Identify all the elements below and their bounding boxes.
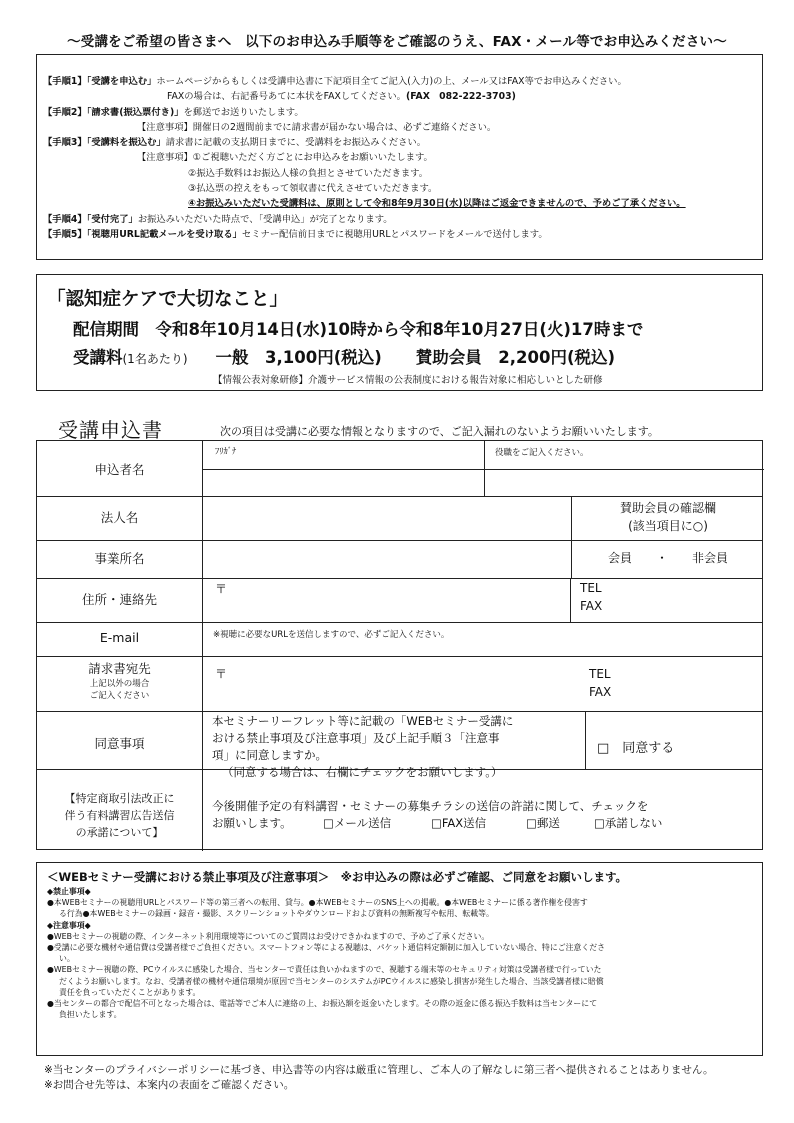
fee-unit: (1名あたり) [122, 352, 188, 366]
step-4 [43, 212, 762, 227]
public-training-note: 【情報公表対象研修】介護サービス情報の公表制度における報告対象に相応しいとした研修 [213, 375, 603, 386]
step-4-text: お振込みいただいた時点で、「受講申込」が完了となります。 [137, 213, 393, 225]
email-label: E-mail [99, 630, 140, 645]
page-heading: ～受講をご希望の皆さまへ 以下のお申込み手順等をご確認のうえ、FAX・メール等でお申込みください～ [67, 34, 727, 50]
consent-text-4: （同意する場合は、右欄にチェックをお願いします。） [222, 765, 503, 779]
email-field[interactable] [203, 640, 763, 656]
applicant-name-field[interactable] [203, 470, 484, 495]
invoice-postal-mark: 〒 [215, 667, 228, 681]
step-3-title: 「受講料を振込む」 [86, 137, 166, 149]
fee-member: 賛助会員 2,200円(税込) [415, 348, 616, 367]
tel-label: TEL [580, 581, 602, 595]
step-1-text: ホームページからもしくは受講申込書に下記項目全てご記入(入力)の上、メール又はFAX等でお申込みください。 [156, 76, 627, 87]
member-options[interactable]: 会員 ・ 非会員 [607, 551, 728, 565]
invoice-tel-label: TEL [589, 667, 611, 681]
footer-notes [44, 1063, 714, 1093]
step-1-fax-line [43, 89, 762, 104]
delivery-period: 配信期間 令和8年10月14日(水)10時から令和8年10月27日(火)17時まで [73, 320, 644, 339]
prohibited-item-2: る行為●本WEBセミナーの録画・録音・撮影、スクリーンショットやダウンロードおよび資料の無断複写や転用、転載等。 [59, 909, 494, 919]
step-3-note-2: ②振込手数料はお振込人様の負担とさせていただきます。 [188, 167, 429, 179]
caution-heading: ◆注意事項◆ [47, 920, 91, 930]
contact-note: ※お問合せ先等は、本案内の表面をご確認ください。 [44, 1079, 295, 1091]
consent-label: 同意事項 [94, 736, 145, 751]
application-form-table [36, 440, 763, 850]
form-note: 次の項目は受講に必要な情報となりますので、ご記入漏れのないようお願いいたします。 [220, 425, 659, 438]
address-label: 住所・連絡先 [81, 592, 157, 607]
member-check-sub: (該当項目に○) [628, 519, 708, 533]
consent-text-1: 本セミナーリーフレット等に記載の「WEBセミナー受講に [212, 714, 514, 728]
step-1 [43, 74, 762, 89]
fee-label: 受講料 [73, 348, 123, 367]
caution-item-4a: ●当センターの都合で配信不可となった場合は、電話等でご本人に連絡の上、お振込額を返金いたします。その際の返金に係る振込手数料は当センターにて [47, 999, 598, 1009]
consent-text-3: 項」に同意しますか。 [212, 748, 327, 762]
step-3-text: 請求書に記載の支払期日までに、受講料をお振込みください。 [165, 137, 427, 149]
member-check-title: 賛助会員の確認欄 [619, 501, 716, 515]
step-2-text: を郵送でお送りいたします。 [183, 106, 304, 118]
ad-option-email[interactable]: □メール送信 [323, 816, 392, 830]
caution-item-3b: だくようお願いします。なお、受講者様の機材や通信環境が原因で当センターのシステムがPCウイルスに感染し損害が発生した場合、当該受講者様に賠償 [59, 976, 604, 986]
step-2-title: 「請求書(振込票付き)」 [86, 106, 184, 118]
prohibited-item-1: ●本WEBセミナーの視聴用URLとパスワード等の第三者への転用、貸与。●本WEBセミナーのSNS上への掲載。●本WEBセミナーに係る著作権を侵害す [47, 898, 588, 908]
step-2 [43, 105, 762, 120]
consent-checkbox[interactable]: □ 同意する [597, 741, 675, 756]
position-hint: 役職をご記入ください。 [495, 448, 589, 458]
step-4-label: 【手順4】 [43, 213, 87, 225]
office-label: 事業所名 [94, 551, 145, 566]
seminar-info-box [36, 274, 763, 391]
invoice-field[interactable] [227, 657, 762, 710]
invoice-sub-2: ご記入ください [89, 691, 150, 701]
invoice-label: 請求書宛先 [88, 661, 151, 676]
caution-item-3c: 責任を負っていただくことがあります。 [59, 987, 201, 997]
applicant-name-label: 申込者名 [94, 462, 145, 477]
step-3-note-3: ③払込票の控えをもって領収書に代えさせていただきます。 [188, 183, 438, 195]
email-hint: ※視聴に必要なURLを送信しますので、必ずご記入ください。 [213, 630, 450, 640]
form-title: 受講申込書 [58, 418, 163, 442]
step-1-title: 「受講を申込む」 [86, 76, 157, 87]
caution-item-1: ●WEBセミナーの視聴の際、インターネット利用環境等についてのご質問はお受けできかねますので、予めご了承ください。 [47, 931, 490, 941]
corporation-label: 法人名 [100, 510, 139, 525]
step-2-note: 【注意事項】開催日の2週間前までに請求書が届かない場合は、必ずご連絡ください。 [137, 121, 497, 133]
caution-item-4b: 負担いたします。 [59, 1010, 122, 1020]
fax-number: (FAX 082-222-3703) [405, 91, 516, 103]
step-1-label: 【手順1】 [43, 76, 87, 87]
ad-label-1: 【特定商取引法改正に [64, 792, 175, 805]
caution-item-2a: ●受講に必要な機材や通信費は受講者様でご負担ください。スマートフォン等による視聴は、パケット通信料定額制に加入していない場合、特にご注意くださ [47, 943, 606, 953]
invoice-sub-1: 上記以外の場合 [89, 679, 150, 689]
web-seminar-notes-box [36, 862, 763, 1056]
caution-item-2b: い。 [59, 954, 75, 964]
ad-option-decline[interactable]: □承諾しない [594, 816, 663, 830]
step-3-label: 【手順3】 [43, 137, 87, 149]
address-field[interactable] [227, 579, 567, 621]
consent-text-2: おける禁止事項及び注意事項」及び上記手順３「注意事 [212, 731, 500, 745]
step-1-fax-text: FAXの場合は、右記番号あてに本状をFAXしてください。 [167, 91, 406, 103]
application-steps-box [36, 54, 763, 260]
fax-label: FAX [580, 599, 603, 613]
seminar-title: 「認知症ケアで大切なこと」 [47, 289, 289, 310]
ad-text-2: お願いします。 [212, 816, 292, 830]
privacy-note: ※当センターのプライバシーポリシーに基づき、申込書等の内容は厳重に管理し、ご本人の了解なしに第三者へ提供されることはありません。 [44, 1064, 714, 1076]
ad-label-3: の承諾について】 [75, 826, 164, 839]
fee-line [73, 344, 615, 368]
step-5 [43, 227, 762, 242]
office-field[interactable] [203, 541, 570, 578]
step-4-title: 「受付完了」 [86, 213, 138, 225]
step-5-title: 「視聴用URL記載メールを受け取る」 [86, 228, 242, 240]
step-2-label: 【手順2】 [43, 106, 87, 118]
furigana-label: ﾌﾘｶﾞﾅ [215, 447, 237, 457]
prohibited-heading: ◆禁止事項◆ [47, 887, 91, 896]
step-3-note-4: ④お振込みいただいた受講料は、原則として令和8年9月30日(水)以降はご返金できませんので、予めご了承ください。 [188, 198, 686, 210]
position-field[interactable] [485, 470, 763, 495]
caution-item-3a: ●WEBセミナー視聴の際、PCウイルスに感染した場合、当センターで責任は負いかねますので、視聴する端末等のセキュリティ対策は受講者様で行っていた [47, 965, 602, 975]
tel-fax-field[interactable] [612, 579, 762, 621]
ad-option-fax[interactable]: □FAX送信 [431, 816, 487, 830]
step-3-note-1: 【注意事項】①ご視聴いただく方ごとにお申込みをお願いいたします。 [137, 152, 433, 164]
ad-option-post[interactable]: □郵送 [526, 816, 560, 830]
web-notes-title: ＜WEBセミナー受講における禁止事項及び注意事項＞ ※お申込みの際は必ずご確認、ご同意をお願いします。 [47, 870, 628, 884]
ad-text-1: 今後開催予定の有料講習・セミナーの募集チラシの送信の許諾に関して、チェックを [212, 799, 649, 813]
fee-general: 一般 3,100円(税込) [215, 348, 382, 367]
step-5-text: セミナー配信前日までに視聴用URLとパスワードをメールで送付します。 [241, 228, 548, 240]
invoice-fax-label: FAX [589, 685, 612, 699]
step-5-label: 【手順5】 [43, 228, 87, 240]
corporation-field[interactable] [203, 497, 570, 540]
ad-label-2: 伴う有料講習広告送信 [64, 809, 175, 822]
postal-mark: 〒 [215, 582, 228, 596]
step-3 [43, 135, 762, 150]
